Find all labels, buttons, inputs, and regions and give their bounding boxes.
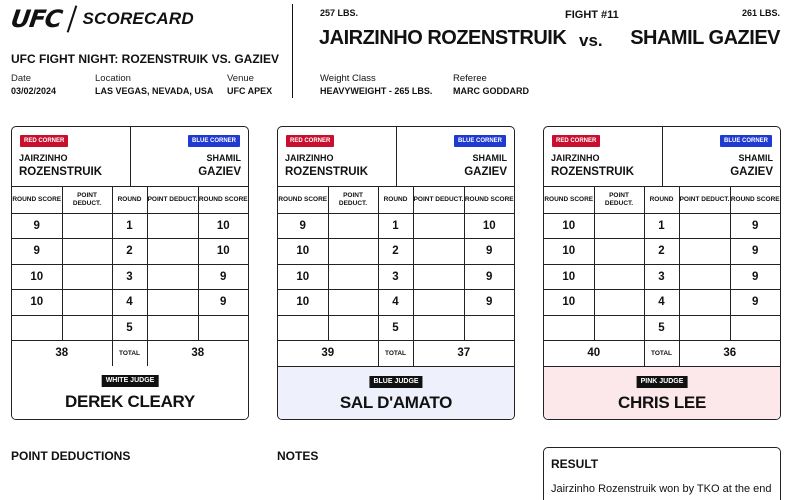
total-label: TOTAL: [112, 341, 147, 367]
fighters-header: [278, 127, 514, 187]
blue-point-deduct: [679, 213, 730, 239]
red-round-score: [278, 315, 328, 341]
blue-round-score-header: ROUND SCORE: [730, 187, 780, 213]
round-row: [12, 264, 248, 290]
round-row: [544, 213, 780, 239]
score-table: [278, 187, 514, 367]
fighters-divider: [662, 127, 663, 187]
round-number: 1: [378, 213, 413, 239]
round-number: 5: [644, 315, 679, 341]
scorecard-label: SCORECARD: [82, 9, 194, 28]
venue-label: Venue: [227, 73, 254, 84]
round-number: 5: [378, 315, 413, 341]
blue-total: 36: [679, 341, 780, 367]
blue-point-deduct: [413, 264, 464, 290]
blue-corner-badge: BLUE CORNER: [188, 135, 240, 147]
round-number: 2: [644, 239, 679, 265]
blue-corner-badge: BLUE CORNER: [454, 135, 506, 147]
blue-point-deduct: [679, 264, 730, 290]
round-row: [278, 264, 514, 290]
red-point-deduct: [328, 239, 378, 265]
round-number: 4: [112, 290, 147, 316]
round-row: [12, 290, 248, 316]
red-fighter-weight: 257 LBS.: [320, 8, 359, 18]
red-round-score: 10: [544, 239, 594, 265]
round-number: 3: [112, 264, 147, 290]
blue-round-score: 9: [730, 290, 780, 316]
round-row: [278, 315, 514, 341]
event-title: UFC FIGHT NIGHT: ROZENSTRUIK VS. GAZIEV: [11, 52, 280, 66]
red-point-deduct: [62, 315, 112, 341]
red-round-score: 9: [278, 213, 328, 239]
judge-scorecard-2: [277, 126, 515, 420]
fighters-header: [12, 127, 248, 187]
round-number: 1: [112, 213, 147, 239]
weight-class-value: HEAVYWEIGHT - 265 LBS.: [320, 86, 433, 96]
vs-label: vs.: [579, 31, 603, 50]
date-label: Date: [11, 73, 32, 84]
red-point-deduct: [62, 213, 112, 239]
score-table-header: [544, 187, 780, 213]
red-first-name: JAIRZINHO: [285, 153, 334, 163]
notes-title: NOTES: [277, 449, 319, 463]
blue-point-deduct: [413, 213, 464, 239]
blue-round-score: [198, 315, 248, 341]
blue-round-score: 9: [464, 239, 514, 265]
total-row: [12, 341, 248, 367]
judge-name: CHRIS LEE: [618, 393, 706, 412]
red-round-score: 9: [12, 213, 62, 239]
red-point-deduct: [328, 315, 378, 341]
red-point-deduct: [328, 264, 378, 290]
red-round-score-header: ROUND SCORE: [12, 187, 62, 213]
blue-point-deduct: [147, 239, 198, 265]
judge-scorecard-1: [11, 126, 249, 420]
judge-label: BLUE JUDGE: [369, 376, 422, 388]
red-point-deduct-header: POINT DEDUCT.: [594, 187, 644, 213]
blue-round-score: 10: [198, 213, 248, 239]
score-table-header: [278, 187, 514, 213]
red-last-name: ROZENSTRUIK: [19, 166, 103, 178]
red-last-name: ROZENSTRUIK: [285, 166, 369, 178]
judge-footer: [278, 366, 514, 419]
blue-round-score-header: ROUND SCORE: [464, 187, 514, 213]
fight-number: FIGHT #11: [565, 9, 619, 21]
round-number: 2: [112, 239, 147, 265]
round-row: [544, 239, 780, 265]
round-number: 3: [378, 264, 413, 290]
fighters-divider: [130, 127, 131, 187]
blue-round-score: [730, 315, 780, 341]
red-round-score: 10: [544, 213, 594, 239]
blue-point-deduct: [147, 264, 198, 290]
round-row: [544, 290, 780, 316]
judge-label: WHITE JUDGE: [102, 375, 159, 387]
round-row: [544, 264, 780, 290]
round-row: [544, 315, 780, 341]
location-label: Location: [95, 73, 131, 84]
red-fighter-name: JAIRZINHO ROZENSTRUIK: [319, 27, 567, 49]
blue-first-name: SHAMIL: [206, 153, 241, 163]
point-deductions-title: POINT DEDUCTIONS: [11, 449, 131, 463]
blue-round-score: 9: [464, 264, 514, 290]
blue-round-score: [464, 315, 514, 341]
round-number: 4: [644, 290, 679, 316]
red-point-deduct: [328, 290, 378, 316]
referee-value: MARC GODDARD: [453, 86, 529, 96]
fighters-divider: [396, 127, 397, 187]
round-row: [12, 213, 248, 239]
red-corner-badge: RED CORNER: [286, 135, 334, 147]
red-round-score: 10: [12, 264, 62, 290]
blue-round-score: 10: [464, 213, 514, 239]
red-round-score: [12, 315, 62, 341]
red-corner-badge: RED CORNER: [20, 135, 68, 147]
blue-point-deduct: [147, 315, 198, 341]
blue-point-deduct: [147, 290, 198, 316]
red-point-deduct: [594, 315, 644, 341]
red-point-deduct: [62, 290, 112, 316]
blue-round-score: 9: [464, 290, 514, 316]
blue-point-deduct-header: POINT DEDUCT.: [413, 187, 464, 213]
location-value: LAS VEGAS, NEVADA, USA: [95, 86, 214, 96]
red-first-name: JAIRZINHO: [551, 153, 600, 163]
blue-first-name: SHAMIL: [738, 153, 773, 163]
blue-point-deduct: [679, 315, 730, 341]
red-round-score: 10: [278, 239, 328, 265]
red-point-deduct: [62, 239, 112, 265]
red-point-deduct-header: POINT DEDUCT.: [62, 187, 112, 213]
judge-scorecard-3: [543, 126, 781, 420]
blue-round-score: 9: [730, 264, 780, 290]
round-number: 1: [644, 213, 679, 239]
logo-divider: [66, 5, 77, 32]
blue-fighter-weight: 261 LBS.: [741, 8, 780, 18]
round-row: [278, 239, 514, 265]
round-row: [12, 239, 248, 265]
blue-total: 37: [413, 341, 514, 367]
red-round-score-header: ROUND SCORE: [544, 187, 594, 213]
red-round-score: 10: [544, 290, 594, 316]
fighters-header: [544, 127, 780, 187]
total-label: TOTAL: [378, 341, 413, 367]
red-total: 39: [278, 341, 378, 367]
red-last-name: ROZENSTRUIK: [551, 166, 635, 178]
blue-round-score: 9: [730, 213, 780, 239]
blue-corner-badge: BLUE CORNER: [720, 135, 772, 147]
blue-point-deduct: [679, 290, 730, 316]
blue-total: 38: [147, 341, 248, 367]
red-round-score: 10: [278, 290, 328, 316]
red-point-deduct-header: POINT DEDUCT.: [328, 187, 378, 213]
round-row: [278, 213, 514, 239]
round-number: 4: [378, 290, 413, 316]
result-text: Jairzinho Rozenstruik won by TKO at the end: [551, 483, 772, 495]
score-table: [12, 187, 248, 367]
header-divider: [292, 4, 293, 98]
blue-point-deduct: [413, 239, 464, 265]
red-total: 40: [544, 341, 644, 367]
score-table: [544, 187, 780, 367]
judge-name: SAL D'AMATO: [339, 393, 453, 412]
red-point-deduct: [594, 239, 644, 265]
ufc-logo-text: UFC: [9, 5, 64, 33]
judge-footer: [544, 366, 780, 419]
result-title: RESULT: [551, 457, 599, 471]
round-row: [278, 290, 514, 316]
round-number: 5: [112, 315, 147, 341]
round-row: [12, 315, 248, 341]
blue-round-score: 10: [198, 239, 248, 265]
blue-point-deduct: [679, 239, 730, 265]
red-point-deduct: [594, 290, 644, 316]
weight-class-label: Weight Class: [320, 73, 376, 84]
blue-point-deduct-header: POINT DEDUCT.: [147, 187, 198, 213]
result-box: [543, 447, 781, 500]
blue-last-name: GAZIEV: [730, 166, 773, 178]
referee-label: Referee: [453, 73, 487, 84]
round-header: ROUND: [378, 187, 413, 213]
red-round-score: 9: [12, 239, 62, 265]
red-point-deduct: [62, 264, 112, 290]
total-label: TOTAL: [644, 341, 679, 367]
round-number: 3: [644, 264, 679, 290]
red-first-name: JAIRZINHO: [19, 153, 68, 163]
date-value: 03/02/2024: [11, 86, 57, 96]
venue-value: UFC APEX: [227, 86, 273, 96]
blue-point-deduct: [413, 315, 464, 341]
red-point-deduct: [594, 264, 644, 290]
judge-name: DEREK CLEARY: [65, 392, 195, 411]
blue-fighter-name: SHAMIL GAZIEV: [630, 27, 780, 49]
judge-label: PINK JUDGE: [637, 376, 688, 388]
blue-point-deduct: [147, 213, 198, 239]
blue-last-name: GAZIEV: [198, 166, 241, 178]
red-round-score: [544, 315, 594, 341]
round-header: ROUND: [112, 187, 147, 213]
red-corner-badge: RED CORNER: [552, 135, 600, 147]
blue-last-name: GAZIEV: [464, 166, 507, 178]
ufc-logo: [11, 6, 194, 32]
red-point-deduct: [594, 213, 644, 239]
red-round-score: 10: [544, 264, 594, 290]
blue-first-name: SHAMIL: [472, 153, 507, 163]
blue-round-score: 9: [730, 239, 780, 265]
blue-round-score: 9: [198, 290, 248, 316]
red-point-deduct: [328, 213, 378, 239]
total-row: [544, 341, 780, 367]
round-header: ROUND: [644, 187, 679, 213]
round-number: 2: [378, 239, 413, 265]
blue-round-score-header: ROUND SCORE: [198, 187, 248, 213]
total-row: [278, 341, 514, 367]
red-round-score: 10: [12, 290, 62, 316]
red-round-score-header: ROUND SCORE: [278, 187, 328, 213]
score-table-header: [12, 187, 248, 213]
red-round-score: 10: [278, 264, 328, 290]
blue-round-score: 9: [198, 264, 248, 290]
blue-point-deduct: [413, 290, 464, 316]
judge-footer: [12, 366, 248, 419]
blue-point-deduct-header: POINT DEDUCT.: [679, 187, 730, 213]
red-total: 38: [12, 341, 112, 367]
